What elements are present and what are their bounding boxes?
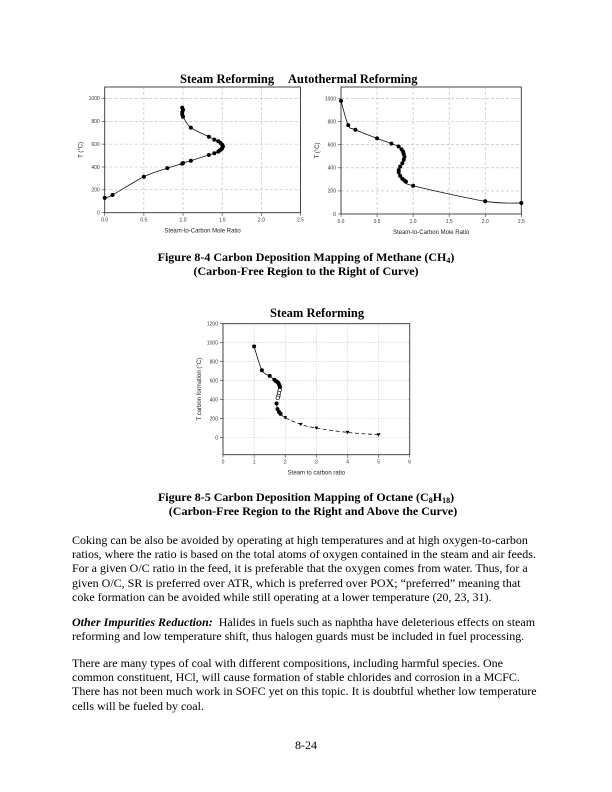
svg-text:2.0: 2.0 [481, 219, 489, 225]
caption-text: ) [450, 250, 455, 264]
caption-text: Figure 8-4 Carbon Deposition Mapping of Methane (CH [157, 250, 447, 264]
figure-8-4-caption-line1 [0, 250, 612, 264]
svg-text:1.0: 1.0 [179, 217, 187, 224]
svg-text:T carbon formation (°C): T carbon formation (°C) [197, 357, 203, 421]
caption-subscript: 18 [442, 496, 451, 505]
svg-text:1.5: 1.5 [445, 219, 453, 225]
svg-text:1: 1 [252, 459, 256, 466]
svg-text:1000: 1000 [88, 96, 100, 103]
svg-text:600: 600 [209, 378, 218, 385]
caption-text: Figure 8-5 Carbon Deposition Mapping of Octane (C [157, 490, 429, 504]
caption-subscript: 4 [446, 256, 451, 265]
paragraph-coking: Coking can be also be avoided by operating at high temperatures and at high oxygen-to-carbon ratios, where the ratio is based on the total atoms of oxygen contained in the steam and air feeds. For a given O/C ratio in the feed, it is preferable that the oxygen comes from water. Thus, for a given O/C, SR is preferred over ATR, which is preferred over POX; “preferred” meaning that coke formation can be avoided while still operating at a lower temperature (20, 23, 31). [72, 533, 536, 604]
chart-steam-reforming-octane [197, 322, 411, 477]
svg-text:800: 800 [91, 119, 100, 126]
figure-8-5-caption [0, 490, 612, 518]
svg-text:0: 0 [333, 211, 336, 218]
figure-8-5-caption-line1 [0, 490, 612, 504]
svg-text:0.5: 0.5 [373, 219, 381, 225]
svg-text:600: 600 [91, 141, 100, 148]
svg-text:T (°C): T (°C) [78, 141, 85, 158]
figure-8-4-caption-line2: (Carbon-Free Region to the Right of Curve) [193, 264, 419, 278]
svg-text:1000: 1000 [324, 96, 336, 103]
svg-text:0: 0 [221, 459, 225, 466]
svg-text:200: 200 [327, 188, 336, 195]
paragraph-other-impurities [72, 615, 544, 643]
svg-text:Steam-to-Carbon Mole Ratio: Steam-to-Carbon Mole Ratio [392, 230, 470, 236]
svg-text:T (°C): T (°C) [315, 142, 321, 159]
svg-text:2.5: 2.5 [517, 219, 525, 225]
svg-text:400: 400 [327, 165, 336, 172]
svg-text:1.5: 1.5 [218, 217, 226, 224]
svg-text:1000: 1000 [206, 340, 218, 347]
chart-title-autothermal-reforming: Autothermal Reforming [288, 72, 418, 86]
svg-text:2: 2 [283, 459, 287, 466]
svg-text:3: 3 [314, 459, 318, 466]
svg-text:2.0: 2.0 [257, 217, 265, 224]
chart-steam-reforming-methane [79, 87, 304, 235]
chart-title-steam-reforming-methane: Steam Reforming [180, 72, 275, 86]
svg-text:0.5: 0.5 [140, 217, 148, 224]
svg-text:200: 200 [209, 416, 218, 423]
svg-text:600: 600 [327, 142, 336, 149]
svg-text:2.5: 2.5 [297, 217, 304, 224]
caption-subscript: 8 [428, 496, 433, 505]
svg-text:Steam-to-Carbon Mole Ratio: Steam-to-Carbon Mole Ratio [164, 228, 241, 235]
svg-text:Steam to carbon ratio: Steam to carbon ratio [287, 470, 346, 477]
chart-autothermal-reforming-methane [315, 87, 525, 236]
svg-text:200: 200 [91, 187, 100, 194]
svg-text:0.0: 0.0 [101, 217, 109, 224]
svg-text:4: 4 [346, 459, 349, 466]
caption-text: H [432, 490, 443, 504]
svg-text:400: 400 [91, 164, 100, 171]
caption-text: ) [450, 490, 455, 504]
svg-text:5: 5 [377, 459, 380, 466]
figure-8-5-caption-line2: (Carbon-Free Region to the Right and Above the Curve) [168, 504, 458, 518]
svg-text:400: 400 [209, 397, 218, 404]
svg-text:0: 0 [96, 210, 100, 217]
svg-text:800: 800 [327, 119, 336, 126]
page-number: 8-24 [295, 738, 317, 752]
paragraph-coal: There are many types of coal with different compositions, including harmful species. One common constituent, HCl, will cause formation of stable chlorides and corrosion in a MCFC. There has not been much work in SOFC yet on this topic. It is doubtful whether low temperature cells will be fueled by coal. [72, 656, 537, 713]
svg-text:0.0: 0.0 [337, 219, 345, 225]
svg-text:6: 6 [408, 459, 412, 466]
chart-title-steam-reforming-octane: Steam Reforming [270, 306, 365, 320]
svg-text:0: 0 [215, 435, 218, 442]
svg-text:1200: 1200 [206, 321, 218, 328]
figure-8-4-caption [0, 250, 612, 278]
svg-text:800: 800 [209, 359, 218, 366]
svg-text:1.0: 1.0 [409, 219, 417, 225]
paragraph-text: Halides in fuels such as naphtha have deleterious effects on steam reforming and low temperature shift, thus halogen guards must be included in fuel processing. [72, 615, 539, 644]
paragraph-lead-heading: Other Impurities Reduction: [72, 615, 213, 629]
